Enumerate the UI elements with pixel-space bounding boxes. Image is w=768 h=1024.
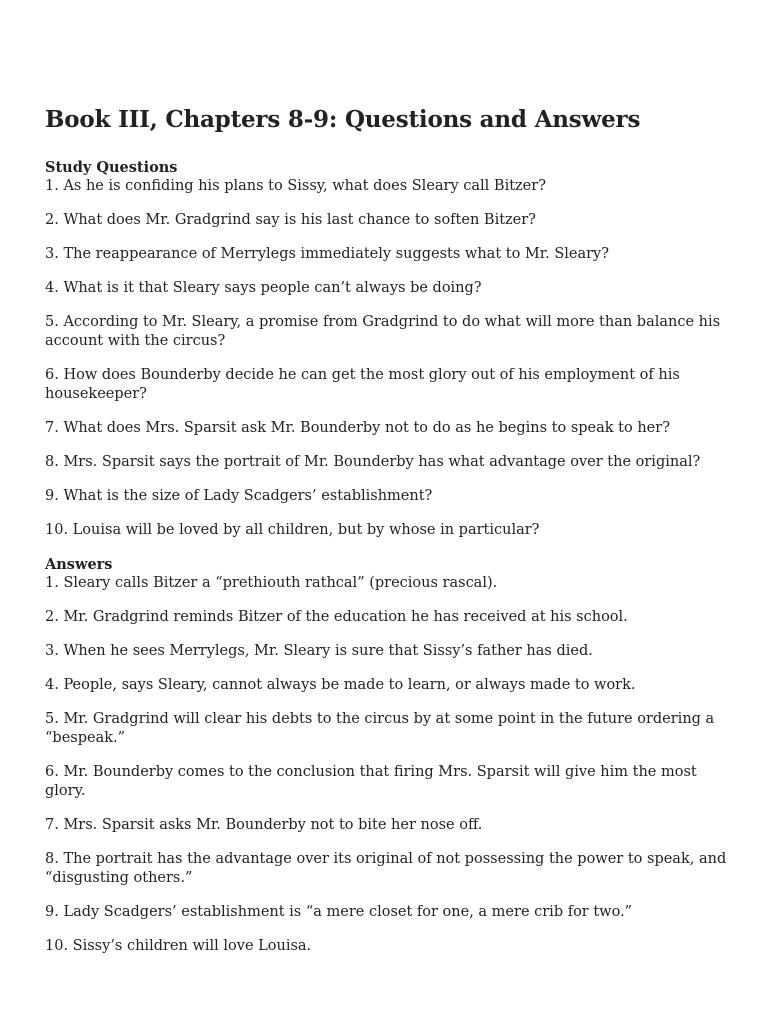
answers-section — [45, 555, 735, 956]
question-item: 9. What is the size of Lady Scadgers’ establishment? — [45, 488, 433, 504]
answer-item: 9. Lady Scadgers’ establishment is “a mere closet for one, a mere crib for two.” — [45, 904, 633, 920]
answer-item: 1. Sleary calls Bitzer a “prethiouth rathcal” (precious rascal). — [45, 575, 498, 591]
question-item: 10. Louisa will be loved by all children, but by whose in particular? — [45, 522, 540, 538]
answers-heading: Answers — [45, 556, 113, 573]
question-item: 2. What does Mr. Gradgrind say is his last chance to soften Bitzer? — [45, 212, 536, 228]
answer-item: 5. Mr. Gradgrind will clear his debts to the circus by at some point in the future ordering a “bespeak.” — [45, 711, 715, 746]
question-item: 5. According to Mr. Sleary, a promise from Gradgrind to do what will more than balance his account with the circus? — [45, 314, 721, 349]
answer-item: 3. When he sees Merrylegs, Mr. Sleary is sure that Sissy’s father has died. — [45, 643, 593, 659]
question-item: 6. How does Bounderby decide he can get the most glory out of his employment of his housekeeper? — [45, 367, 680, 402]
question-item: 7. What does Mrs. Sparsit ask Mr. Bounderby not to do as he begins to speak to her? — [45, 420, 670, 436]
question-item: 1. As he is confiding his plans to Sissy, what does Sleary call Bitzer? — [45, 178, 546, 194]
question-item: 8. Mrs. Sparsit says the portrait of Mr. Bounderby has what advantage over the original? — [45, 454, 701, 470]
answer-item: 6. Mr. Bounderby comes to the conclusion that firing Mrs. Sparsit will give him the most glory. — [45, 764, 697, 799]
document-page — [45, 104, 735, 971]
question-item: 4. What is it that Sleary says people can’t always be doing? — [45, 280, 482, 296]
answer-item: 4. People, says Sleary, cannot always be made to learn, or always made to work. — [45, 677, 636, 693]
answer-item: 2. Mr. Gradgrind reminds Bitzer of the education he has received at his school. — [45, 609, 628, 625]
answer-item: 10. Sissy’s children will love Louisa. — [45, 938, 312, 954]
study-questions-heading: Study Questions — [45, 159, 178, 176]
answer-item: 8. The portrait has the advantage over its original of not possessing the power to speak, and “disgusting others.” — [45, 851, 727, 886]
page-title: Book III, Chapters 8-9: Questions and Answers — [45, 106, 641, 133]
answer-item: 7. Mrs. Sparsit asks Mr. Bounderby not to bite her nose off. — [45, 817, 483, 833]
study-questions-section — [45, 158, 735, 540]
question-item: 3. The reappearance of Merrylegs immediately suggests what to Mr. Sleary? — [45, 246, 610, 262]
